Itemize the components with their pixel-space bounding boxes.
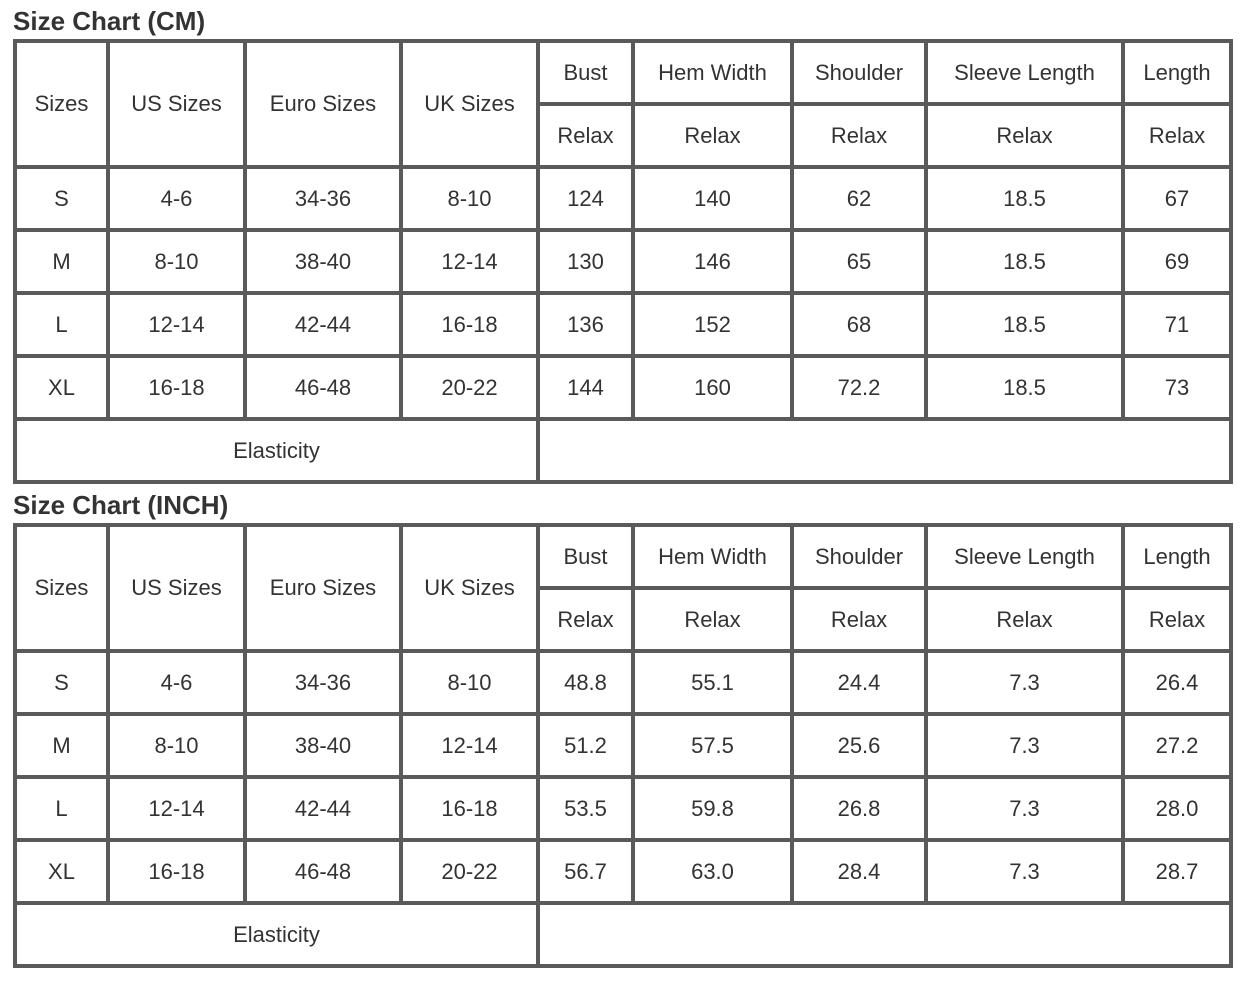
header-cell-sleeve-length: Sleeve Length (926, 41, 1123, 104)
table-cell-shoulder: 65 (792, 230, 926, 293)
subheader-cell-relax: Relax (792, 104, 926, 167)
table-cell-hem-width: 55.1 (633, 651, 792, 714)
subheader-cell-relax: Relax (926, 588, 1123, 651)
table-cell-euro-size: 38-40 (245, 714, 401, 777)
table-cell-us-size: 4-6 (108, 167, 245, 230)
table-cell-length: 28.0 (1123, 777, 1231, 840)
table-cell-sleeve-length: 7.3 (926, 777, 1123, 840)
header-cell-sizes: Sizes (15, 525, 108, 651)
subheader-cell-relax: Relax (633, 588, 792, 651)
table-cell-uk-size: 20-22 (401, 840, 538, 903)
table-cell-uk-size: 8-10 (401, 167, 538, 230)
table-cell-size: S (15, 167, 108, 230)
header-cell-length: Length (1123, 525, 1231, 588)
table-cell-us-size: 12-14 (108, 293, 245, 356)
table-cell-length: 69 (1123, 230, 1231, 293)
table-cell-hem-width: 146 (633, 230, 792, 293)
table-cell-length: 28.7 (1123, 840, 1231, 903)
table-cell-us-size: 4-6 (108, 651, 245, 714)
elasticity-value (538, 903, 1231, 966)
header-cell-shoulder: Shoulder (792, 41, 926, 104)
header-row (15, 41, 1231, 104)
table-cell-uk-size: 20-22 (401, 356, 538, 419)
table-row (15, 714, 1231, 777)
table-cell-size: L (15, 293, 108, 356)
table-cell-sleeve-length: 18.5 (926, 356, 1123, 419)
header-cell-euro-sizes: Euro Sizes (245, 41, 401, 167)
header-cell-shoulder: Shoulder (792, 525, 926, 588)
table-cell-uk-size: 12-14 (401, 714, 538, 777)
table-cell-euro-size: 34-36 (245, 651, 401, 714)
table-cell-us-size: 8-10 (108, 230, 245, 293)
table-cell-shoulder: 24.4 (792, 651, 926, 714)
subheader-cell-relax: Relax (926, 104, 1123, 167)
table-cell-sleeve-length: 18.5 (926, 167, 1123, 230)
subheader-cell-relax: Relax (1123, 104, 1231, 167)
table-cell-bust: 48.8 (538, 651, 633, 714)
header-cell-bust: Bust (538, 41, 633, 104)
table-cell-size: S (15, 651, 108, 714)
size-chart-inch-table (13, 523, 1233, 968)
size-chart-inch-title: Size Chart (INCH) (13, 490, 229, 520)
table-cell-euro-size: 38-40 (245, 230, 401, 293)
table-cell-size: L (15, 777, 108, 840)
table-row (15, 356, 1231, 419)
size-chart-cm-table (13, 39, 1233, 484)
table-cell-shoulder: 72.2 (792, 356, 926, 419)
header-cell-hem-width: Hem Width (633, 41, 792, 104)
table-cell-length: 73 (1123, 356, 1231, 419)
table-cell-sleeve-length: 7.3 (926, 651, 1123, 714)
table-cell-bust: 130 (538, 230, 633, 293)
table-cell-hem-width: 63.0 (633, 840, 792, 903)
table-cell-sleeve-length: 7.3 (926, 714, 1123, 777)
table-cell-shoulder: 68 (792, 293, 926, 356)
subheader-cell-relax: Relax (792, 588, 926, 651)
header-cell-sleeve-length: Sleeve Length (926, 525, 1123, 588)
table-cell-us-size: 8-10 (108, 714, 245, 777)
size-chart-cm-title: Size Chart (CM) (13, 6, 206, 36)
table-cell-shoulder: 62 (792, 167, 926, 230)
table-cell-us-size: 16-18 (108, 840, 245, 903)
table-cell-length: 26.4 (1123, 651, 1231, 714)
table-cell-sleeve-length: 7.3 (926, 840, 1123, 903)
table-cell-hem-width: 160 (633, 356, 792, 419)
table-cell-size: M (15, 714, 108, 777)
table-cell-shoulder: 28.4 (792, 840, 926, 903)
header-cell-us-sizes: US Sizes (108, 525, 245, 651)
table-row (15, 840, 1231, 903)
table-cell-hem-width: 59.8 (633, 777, 792, 840)
header-cell-length: Length (1123, 41, 1231, 104)
table-cell-us-size: 16-18 (108, 356, 245, 419)
subheader-cell-relax: Relax (538, 104, 633, 167)
table-cell-shoulder: 25.6 (792, 714, 926, 777)
table-cell-euro-size: 46-48 (245, 840, 401, 903)
table-cell-length: 67 (1123, 167, 1231, 230)
table-cell-sleeve-length: 18.5 (926, 293, 1123, 356)
elasticity-row (15, 419, 1231, 482)
table-cell-hem-width: 152 (633, 293, 792, 356)
elasticity-label: Elasticity (15, 419, 538, 482)
table-row (15, 777, 1231, 840)
table-cell-size: M (15, 230, 108, 293)
header-cell-uk-sizes: UK Sizes (401, 525, 538, 651)
table-row (15, 167, 1231, 230)
table-cell-euro-size: 34-36 (245, 167, 401, 230)
table-cell-bust: 56.7 (538, 840, 633, 903)
table-cell-bust: 53.5 (538, 777, 633, 840)
table-cell-euro-size: 46-48 (245, 356, 401, 419)
header-row (15, 525, 1231, 588)
table-cell-euro-size: 42-44 (245, 293, 401, 356)
table-cell-euro-size: 42-44 (245, 777, 401, 840)
header-cell-bust: Bust (538, 525, 633, 588)
table-cell-us-size: 12-14 (108, 777, 245, 840)
table-cell-uk-size: 12-14 (401, 230, 538, 293)
table-cell-length: 27.2 (1123, 714, 1231, 777)
header-cell-hem-width: Hem Width (633, 525, 792, 588)
table-cell-size: XL (15, 356, 108, 419)
table-cell-hem-width: 57.5 (633, 714, 792, 777)
table-cell-uk-size: 16-18 (401, 777, 538, 840)
table-row (15, 230, 1231, 293)
table-cell-length: 71 (1123, 293, 1231, 356)
table-cell-bust: 136 (538, 293, 633, 356)
table-cell-hem-width: 140 (633, 167, 792, 230)
table-cell-uk-size: 8-10 (401, 651, 538, 714)
table-row (15, 651, 1231, 714)
table-cell-bust: 51.2 (538, 714, 633, 777)
subheader-cell-relax: Relax (538, 588, 633, 651)
table-cell-sleeve-length: 18.5 (926, 230, 1123, 293)
header-cell-sizes: Sizes (15, 41, 108, 167)
subheader-cell-relax: Relax (1123, 588, 1231, 651)
table-cell-bust: 144 (538, 356, 633, 419)
elasticity-row (15, 903, 1231, 966)
elasticity-label: Elasticity (15, 903, 538, 966)
table-cell-bust: 124 (538, 167, 633, 230)
table-cell-uk-size: 16-18 (401, 293, 538, 356)
table-row (15, 293, 1231, 356)
table-cell-size: XL (15, 840, 108, 903)
table-cell-shoulder: 26.8 (792, 777, 926, 840)
elasticity-value (538, 419, 1231, 482)
header-cell-us-sizes: US Sizes (108, 41, 245, 167)
subheader-cell-relax: Relax (633, 104, 792, 167)
header-cell-euro-sizes: Euro Sizes (245, 525, 401, 651)
header-cell-uk-sizes: UK Sizes (401, 41, 538, 167)
